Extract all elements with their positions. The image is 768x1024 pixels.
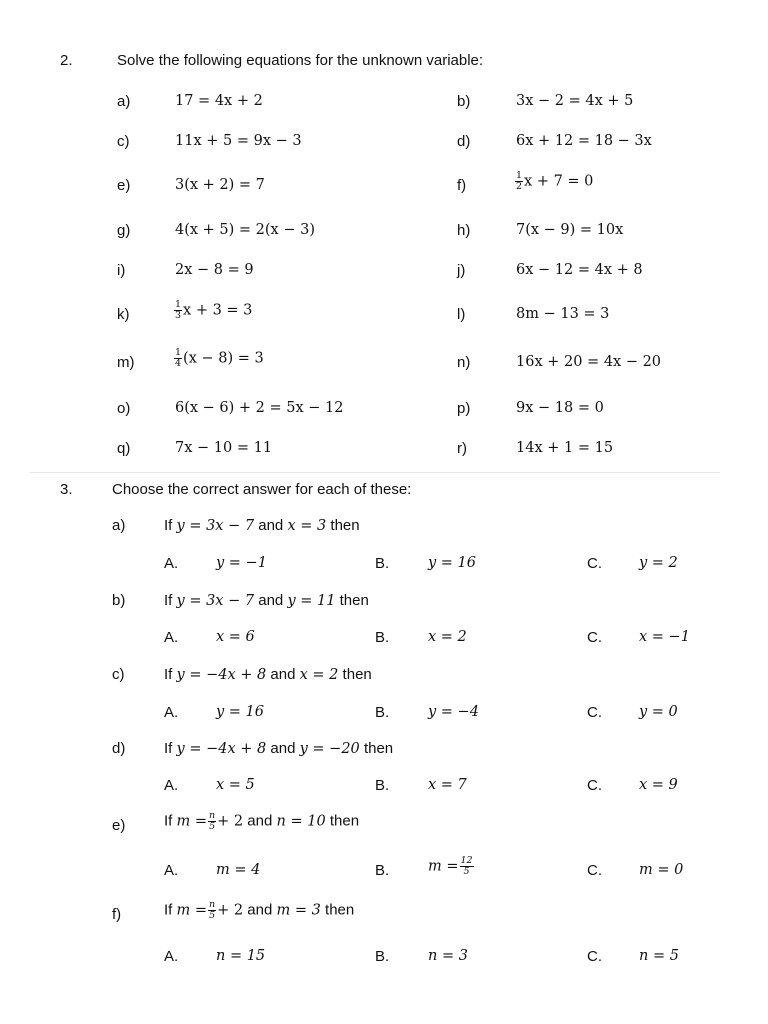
part-d-question: If y = −4x + 8 and y = −20 then xyxy=(164,740,394,757)
equation-a: 17 = 4x + 2 xyxy=(175,93,263,109)
part-f-label: f) xyxy=(112,906,122,923)
equation-h: 7(x − 9) = 10x xyxy=(516,222,624,238)
option-c-value[interactable]: m = 0 xyxy=(639,862,684,878)
option-b-letter: B. xyxy=(375,862,390,879)
equation-d: 6x + 12 = 18 − 3x xyxy=(516,133,652,149)
fraction-n-over-5: $\frac{n}{5}$ xyxy=(209,810,216,832)
label-k: k) xyxy=(117,306,130,323)
label-e: e) xyxy=(117,177,131,194)
option-a-value[interactable]: n = 15 xyxy=(216,948,266,964)
option-a-value[interactable]: y = 16 xyxy=(216,704,265,720)
option-a-letter: A. xyxy=(164,629,179,646)
option-c-letter: C. xyxy=(587,704,602,721)
label-p: p) xyxy=(457,400,471,417)
equation-b: 3x − 2 = 4x + 5 xyxy=(516,93,634,109)
label-o: o) xyxy=(117,400,131,417)
part-f-question: If m = $\frac{n}{5}$ + 2 and m = 3 then xyxy=(164,899,355,921)
fraction-f: $\frac{1}{2}$ xyxy=(516,170,523,192)
option-b-value[interactable]: n = 3 xyxy=(428,948,468,964)
label-h: h) xyxy=(457,222,471,239)
option-a-value[interactable]: x = 5 xyxy=(216,777,255,793)
label-b: b) xyxy=(457,93,471,110)
label-q: q) xyxy=(117,440,131,457)
option-c-letter: C. xyxy=(587,862,602,879)
option-b-letter: B. xyxy=(375,629,390,646)
label-m: m) xyxy=(117,354,135,371)
option-a-letter: A. xyxy=(164,862,179,879)
part-a-label: a) xyxy=(112,517,126,534)
option-b-value[interactable]: x = 2 xyxy=(428,629,467,645)
part-d-label: d) xyxy=(112,740,126,757)
part-c-label: c) xyxy=(112,666,125,683)
part-e-label: e) xyxy=(112,817,126,834)
question-2-instruction: Solve the following equations for the unknown variable: xyxy=(117,52,484,69)
fraction-m: $\frac{1}{4}$ xyxy=(175,347,182,369)
option-b-value[interactable]: y = 16 xyxy=(428,555,477,571)
option-a-letter: A. xyxy=(164,555,179,572)
label-r: r) xyxy=(457,440,467,457)
section-divider xyxy=(30,472,720,473)
equation-g: 4(x + 5) = 2(x − 3) xyxy=(175,222,315,238)
part-b-label: b) xyxy=(112,592,126,609)
option-b-letter: B. xyxy=(375,555,390,572)
equation-l: 8m − 13 = 3 xyxy=(516,306,610,322)
equation-k: $\frac{1}{3}$ x + 3 = 3 xyxy=(175,299,253,321)
question-3-number: 3. xyxy=(60,481,73,498)
option-c-value[interactable]: x = −1 xyxy=(639,629,690,645)
part-c-question: If y = −4x + 8 and x = 2 then xyxy=(164,666,372,683)
option-a-letter: A. xyxy=(164,704,179,721)
label-j: j) xyxy=(457,262,466,279)
fraction-12-over-5: $\frac{12}{5}$ xyxy=(460,855,473,877)
equation-p: 9x − 18 = 0 xyxy=(516,400,604,416)
equation-n: 16x + 20 = 4x − 20 xyxy=(516,354,662,370)
part-a-question: If y = 3x − 7 and x = 3 then xyxy=(164,517,360,534)
label-d: d) xyxy=(457,133,471,150)
fraction-n-over-5: $\frac{n}{5}$ xyxy=(209,899,216,921)
option-b-value[interactable]: y = −4 xyxy=(428,704,479,720)
option-b-letter: B. xyxy=(375,948,390,965)
question-3-instruction: Choose the correct answer for each of these: xyxy=(112,481,412,498)
option-b-letter: B. xyxy=(375,777,390,794)
option-b-value[interactable]: x = 7 xyxy=(428,777,467,793)
equation-j: 6x − 12 = 4x + 8 xyxy=(516,262,643,278)
option-c-value[interactable]: y = 2 xyxy=(639,555,678,571)
option-a-value[interactable]: y = −1 xyxy=(216,555,267,571)
label-l: l) xyxy=(457,306,466,323)
option-c-letter: C. xyxy=(587,777,602,794)
fraction-k: $\frac{1}{3}$ xyxy=(175,299,182,321)
option-a-value[interactable]: x = 6 xyxy=(216,629,255,645)
label-n: n) xyxy=(457,354,471,371)
equation-f: $\frac{1}{2}$ x + 7 = 0 xyxy=(516,170,594,192)
option-a-letter: A. xyxy=(164,777,179,794)
question-2-number: 2. xyxy=(60,52,73,69)
equation-m: $\frac{1}{4}$ (x − 8) = 3 xyxy=(175,347,264,369)
part-e-question: If m = $\frac{n}{5}$ + 2 and n = 10 then xyxy=(164,810,360,832)
option-a-letter: A. xyxy=(164,948,179,965)
label-i: i) xyxy=(117,262,126,279)
label-a: a) xyxy=(117,93,131,110)
option-c-letter: C. xyxy=(587,948,602,965)
option-b-value[interactable]: m = $\frac{12}{5}$ xyxy=(428,855,473,877)
equation-o: 6(x − 6) + 2 = 5x − 12 xyxy=(175,400,344,416)
option-b-letter: B. xyxy=(375,704,390,721)
equation-r: 14x + 1 = 15 xyxy=(516,440,614,456)
option-c-value[interactable]: y = 0 xyxy=(639,704,678,720)
equation-e: 3(x + 2) = 7 xyxy=(175,177,265,193)
option-a-value[interactable]: m = 4 xyxy=(216,862,261,878)
option-c-value[interactable]: n = 5 xyxy=(639,948,679,964)
equation-q: 7x − 10 = 11 xyxy=(175,440,273,456)
equation-i: 2x − 8 = 9 xyxy=(175,262,254,278)
label-f: f) xyxy=(457,177,467,194)
part-b-question: If y = 3x − 7 and y = 11 then xyxy=(164,592,369,609)
option-c-letter: C. xyxy=(587,555,602,572)
equation-c: 11x + 5 = 9x − 3 xyxy=(175,133,302,149)
option-c-letter: C. xyxy=(587,629,602,646)
option-c-value[interactable]: x = 9 xyxy=(639,777,678,793)
label-g: g) xyxy=(117,222,131,239)
label-c: c) xyxy=(117,133,130,150)
